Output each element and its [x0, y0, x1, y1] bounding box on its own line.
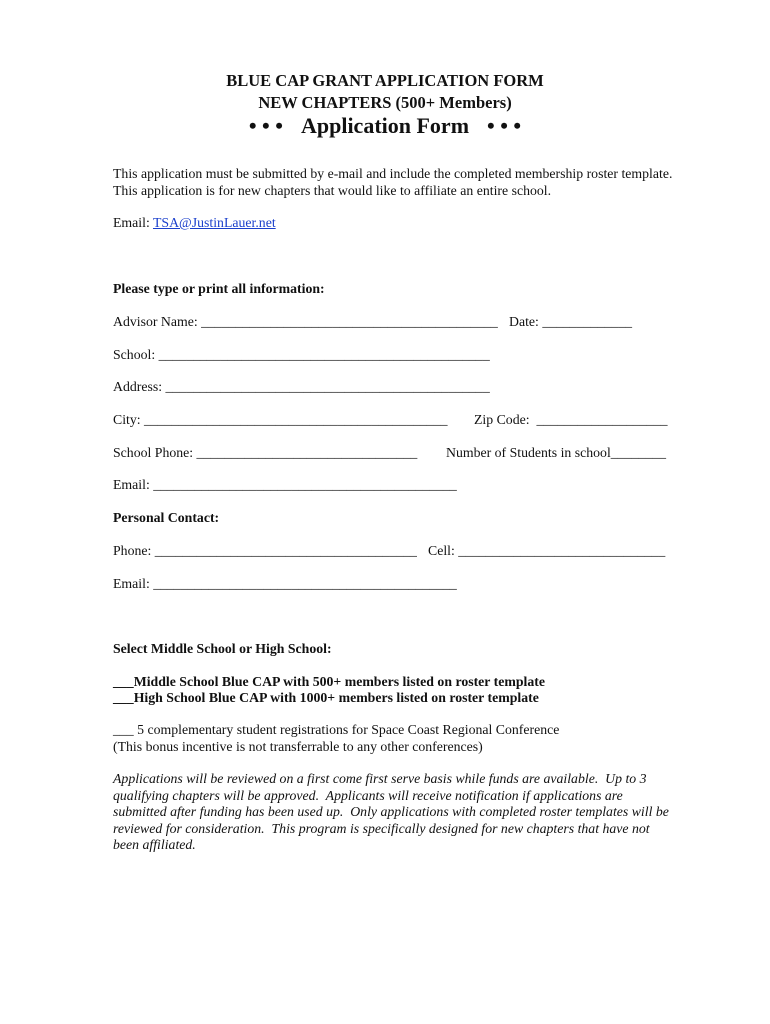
- cell-field[interactable]: Cell: ______________________________: [428, 543, 666, 558]
- instructions: Please type or print all information:: [113, 281, 325, 296]
- selection-heading: Select Middle School or High School:: [113, 641, 332, 656]
- notice-line-5: been affiliated.: [113, 837, 196, 852]
- notice-line-1: Applications will be reviewed on a first come first serve basis while funds are available. Up to 3: [113, 771, 647, 786]
- email-label: Email:: [113, 215, 153, 230]
- high-school-option[interactable]: ___High School Blue CAP with 1000+ members listed on roster template: [113, 690, 539, 705]
- bullets-left: • • •: [248, 113, 283, 138]
- email-link[interactable]: TSA@JustinLauer.net: [152, 215, 276, 230]
- date-field[interactable]: Date: _____________: [509, 314, 633, 329]
- notice-line-3: submitted after funding has been used up. Only applications with completed roster templates will be: [113, 804, 669, 819]
- zip-code-field[interactable]: Zip Code: ___________________: [474, 412, 668, 427]
- heading-text: Application Form: [300, 113, 470, 138]
- address-field[interactable]: Address: _______________________________________________: [113, 379, 490, 394]
- notice-line-4: reviewed for consideration. This program is specifically designed for new chapters that have not: [113, 820, 650, 836]
- middle-school-option[interactable]: ___Middle School Blue CAP with 500+ members listed on roster template: [113, 674, 545, 689]
- bonus-registrations-option[interactable]: ___ 5 complementary student registrations for Space Coast Regional Conference: [113, 722, 560, 737]
- bullets-right: • • •: [487, 113, 522, 138]
- number-of-students-field[interactable]: Number of Students in school________: [446, 445, 666, 460]
- form-subtitle: NEW CHAPTERS (500+ Members): [258, 93, 512, 112]
- school-phone-field[interactable]: School Phone: ________________________________: [113, 445, 418, 460]
- form-title: BLUE CAP GRANT APPLICATION FORM: [226, 71, 544, 90]
- bonus-note: (This bonus incentive is not transferrable to any other conferences): [113, 739, 483, 754]
- intro-line-2: This application is for new chapters that would like to affiliate an entire school.: [113, 183, 552, 198]
- personal-contact-heading: Personal Contact:: [113, 510, 220, 525]
- review-notice: [113, 771, 683, 854]
- advisor-name-field[interactable]: Advisor Name: ___________________________________________: [113, 314, 498, 329]
- city-field[interactable]: City: ____________________________________________: [113, 412, 448, 427]
- notice-line-2: qualifying chapters will be approved. Applicants will receive notification if applications are: [113, 787, 623, 803]
- intro-line-1: This application must be submitted by e-mail and include the completed membership roster template.: [113, 166, 673, 181]
- contact-email-line: [113, 215, 276, 231]
- school-email-field[interactable]: Email: ____________________________________________: [113, 477, 457, 492]
- school-field[interactable]: School: ________________________________________________: [113, 347, 490, 362]
- personal-email-field[interactable]: Email: ____________________________________________: [113, 576, 457, 591]
- application-form-heading: [0, 113, 770, 139]
- phone-field[interactable]: Phone: ______________________________________: [113, 543, 417, 558]
